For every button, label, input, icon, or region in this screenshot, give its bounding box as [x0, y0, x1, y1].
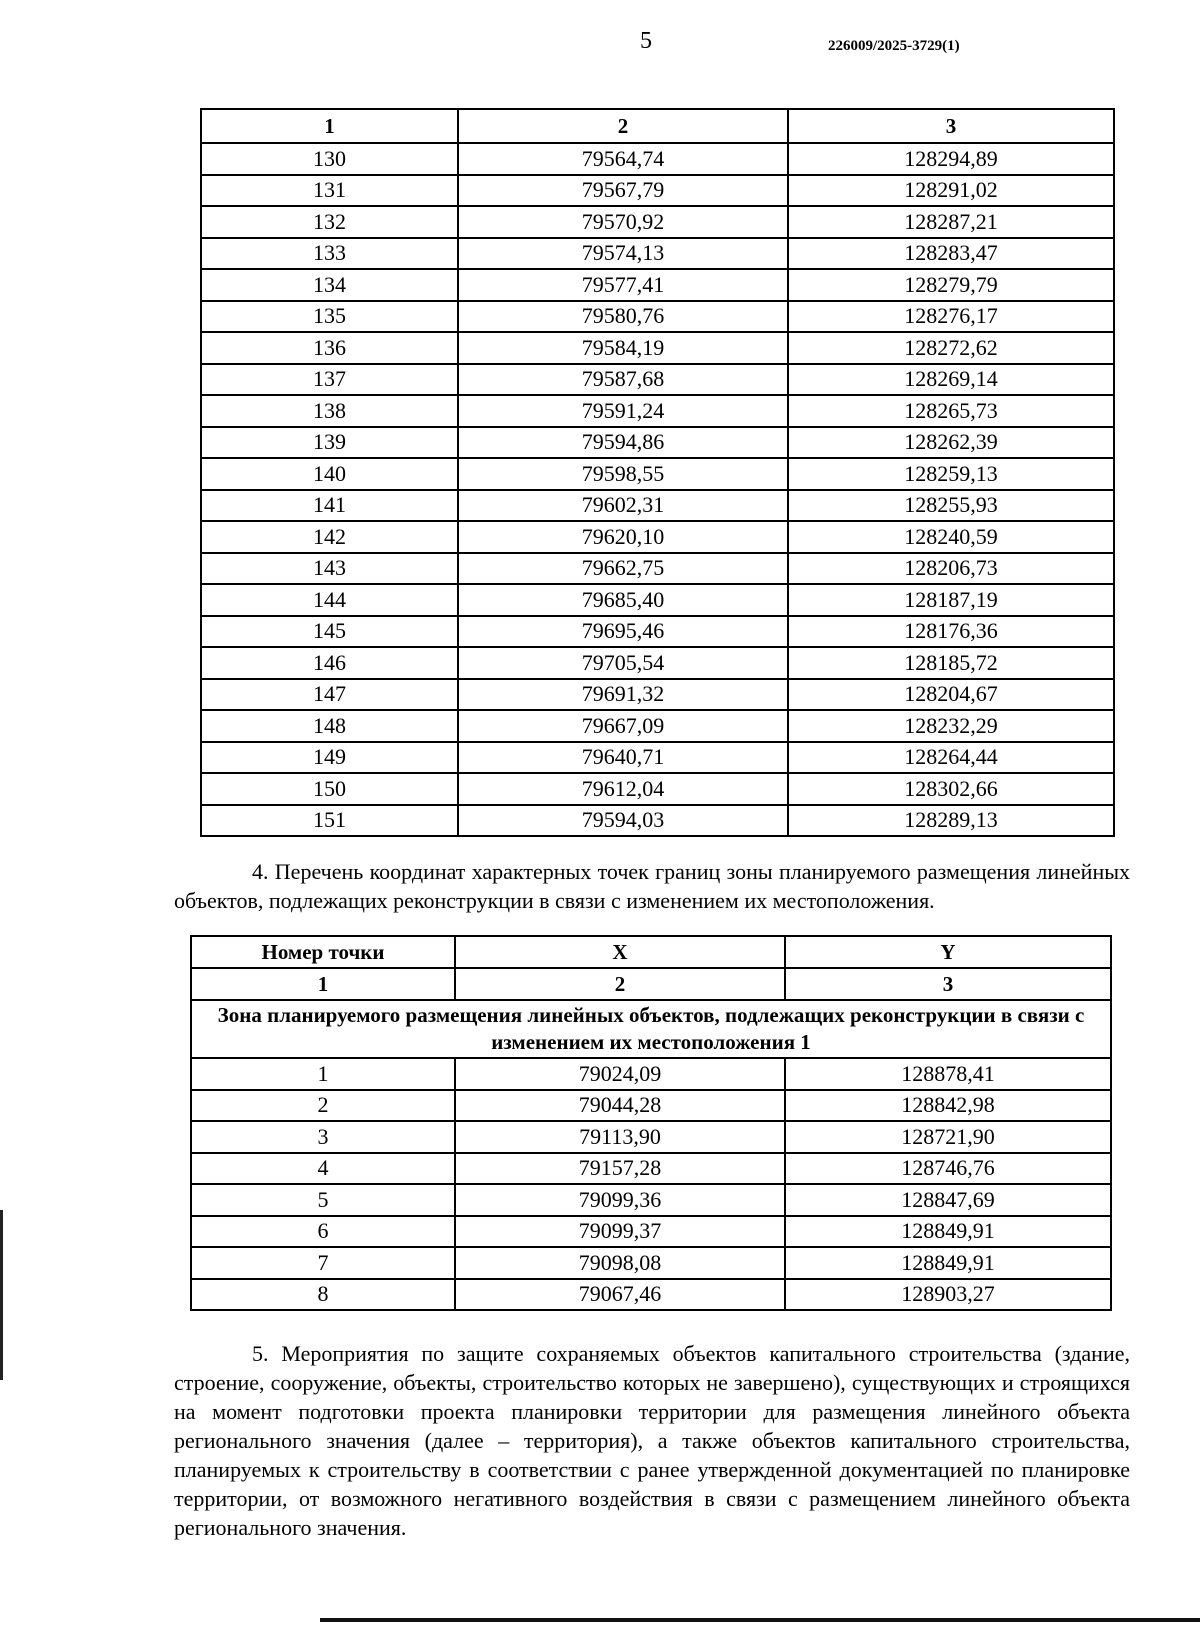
y-coordinate-cell: 128878,41	[785, 1058, 1111, 1090]
y-coordinate-cell: 128849,91	[785, 1247, 1111, 1279]
y-coordinate-cell: 128746,76	[785, 1153, 1111, 1185]
point-number-cell: 141	[201, 490, 458, 522]
table-row	[191, 1247, 1111, 1279]
x-coordinate-cell: 79591,24	[458, 395, 788, 427]
x-coordinate-cell: 79574,13	[458, 238, 788, 270]
x-coordinate-cell: 79099,37	[455, 1216, 785, 1248]
x-coordinate-cell: 79024,09	[455, 1058, 785, 1090]
x-coordinate-cell: 79685,40	[458, 584, 788, 616]
point-number-cell: 134	[201, 269, 458, 301]
table-row	[201, 175, 1114, 207]
y-coordinate-cell: 128259,13	[788, 458, 1114, 490]
y-coordinate-cell: 128204,67	[788, 679, 1114, 711]
table-row	[201, 269, 1114, 301]
table-row	[201, 332, 1114, 364]
y-coordinate-cell: 128279,79	[788, 269, 1114, 301]
column-header-x: X	[455, 936, 785, 968]
point-number-cell: 151	[201, 805, 458, 837]
table-row	[201, 301, 1114, 333]
table-row	[201, 773, 1114, 805]
y-coordinate-cell: 128289,13	[788, 805, 1114, 837]
y-coordinate-cell: 128903,27	[785, 1279, 1111, 1311]
x-coordinate-cell: 79667,09	[458, 710, 788, 742]
coordinates-table-2	[190, 935, 1112, 1311]
point-number-cell: 139	[201, 427, 458, 459]
table-row	[201, 710, 1114, 742]
y-coordinate-cell: 128255,93	[788, 490, 1114, 522]
y-coordinate-cell: 128262,39	[788, 427, 1114, 459]
section-5-paragraph: 5. Мероприятия по защите сохраняемых объектов капитального строительства (здание, строение, сооружение, объекты, строительство которых не завершено), существующих и строящихся на момент подготовки проекта планировки территории для размещения линейного объекта регионального значения (далее – территория), а также объектов капитального строительства, планируемых к строительству в соответствии с ранее утвержденной документацией по планировке территории, от возможного негативного воздействия в связи с размещением линейного объекта регионального значения.	[174, 1341, 1130, 1540]
table-row	[191, 1121, 1111, 1153]
table-row	[191, 1090, 1111, 1122]
y-coordinate-cell: 128294,89	[788, 143, 1114, 175]
x-coordinate-cell: 79662,75	[458, 553, 788, 585]
column-header: 3	[788, 109, 1114, 143]
table-row	[201, 584, 1114, 616]
table-row	[201, 206, 1114, 238]
x-coordinate-cell: 79584,19	[458, 332, 788, 364]
y-coordinate-cell: 128283,47	[788, 238, 1114, 270]
y-coordinate-cell: 128721,90	[785, 1121, 1111, 1153]
x-coordinate-cell: 79098,08	[455, 1247, 785, 1279]
point-number-cell: 137	[201, 364, 458, 396]
x-coordinate-cell: 79695,46	[458, 616, 788, 648]
point-number-cell: 145	[201, 616, 458, 648]
point-number-cell: 4	[191, 1153, 455, 1185]
x-coordinate-cell: 79602,31	[458, 490, 788, 522]
y-coordinate-cell: 128276,17	[788, 301, 1114, 333]
table-row	[201, 238, 1114, 270]
table-header-row	[191, 936, 1111, 968]
point-number-cell: 8	[191, 1279, 455, 1311]
column-header: 2	[458, 109, 788, 143]
point-number-cell: 147	[201, 679, 458, 711]
point-number-cell: 142	[201, 521, 458, 553]
point-number-cell: 132	[201, 206, 458, 238]
table-row	[201, 427, 1114, 459]
point-number-cell: 146	[201, 647, 458, 679]
table-row	[201, 143, 1114, 175]
y-coordinate-cell: 128291,02	[788, 175, 1114, 207]
y-coordinate-cell: 128272,62	[788, 332, 1114, 364]
column-header-point-number: Номер точки	[191, 936, 455, 968]
table-row	[201, 742, 1114, 774]
point-number-cell: 136	[201, 332, 458, 364]
point-number-cell: 5	[191, 1184, 455, 1216]
column-index: 3	[785, 968, 1111, 1000]
table-row	[191, 1216, 1111, 1248]
point-number-cell: 149	[201, 742, 458, 774]
point-number-cell: 135	[201, 301, 458, 333]
y-coordinate-cell: 128269,14	[788, 364, 1114, 396]
point-number-cell: 7	[191, 1247, 455, 1279]
x-coordinate-cell: 79570,92	[458, 206, 788, 238]
x-coordinate-cell: 79577,41	[458, 269, 788, 301]
section-4-paragraph: 4. Перечень координат характерных точек границ зоны планируемого размещения линейных объектов, подлежащих реконструкции в связи с изменением их местоположения.	[174, 859, 1130, 913]
y-coordinate-cell: 128240,59	[788, 521, 1114, 553]
x-coordinate-cell: 79564,74	[458, 143, 788, 175]
zone-title: Зона планируемого размещения линейных объектов, подлежащих реконструкции в связи с изменением их местоположения 1	[191, 1000, 1111, 1058]
y-coordinate-cell: 128849,91	[785, 1216, 1111, 1248]
y-coordinate-cell: 128287,21	[788, 206, 1114, 238]
point-number-cell: 2	[191, 1090, 455, 1122]
x-coordinate-cell: 79567,79	[458, 175, 788, 207]
table-row	[191, 1153, 1111, 1185]
x-coordinate-cell: 79705,54	[458, 647, 788, 679]
x-coordinate-cell: 79580,76	[458, 301, 788, 333]
table-row	[201, 647, 1114, 679]
point-number-cell: 143	[201, 553, 458, 585]
x-coordinate-cell: 79067,46	[455, 1279, 785, 1311]
y-coordinate-cell: 128847,69	[785, 1184, 1111, 1216]
table-row	[201, 679, 1114, 711]
x-coordinate-cell: 79691,32	[458, 679, 788, 711]
x-coordinate-cell: 79113,90	[455, 1121, 785, 1153]
y-coordinate-cell: 128265,73	[788, 395, 1114, 427]
table-header-row	[201, 109, 1114, 143]
zone-title-row	[191, 1000, 1111, 1058]
column-header: 1	[201, 109, 458, 143]
x-coordinate-cell: 79157,28	[455, 1153, 785, 1185]
column-header-y: Y	[785, 936, 1111, 968]
point-number-cell: 150	[201, 773, 458, 805]
x-coordinate-cell: 79612,04	[458, 773, 788, 805]
point-number-cell: 131	[201, 175, 458, 207]
point-number-cell: 148	[201, 710, 458, 742]
x-coordinate-cell: 79620,10	[458, 521, 788, 553]
x-coordinate-cell: 79598,55	[458, 458, 788, 490]
table-row	[201, 616, 1114, 648]
point-number-cell: 130	[201, 143, 458, 175]
table-row	[201, 458, 1114, 490]
table-row	[201, 364, 1114, 396]
table-row	[191, 1184, 1111, 1216]
column-index: 2	[455, 968, 785, 1000]
y-coordinate-cell: 128187,19	[788, 584, 1114, 616]
table-row	[201, 553, 1114, 585]
page-number: 5	[640, 28, 652, 54]
x-coordinate-cell: 79594,03	[458, 805, 788, 837]
x-coordinate-cell: 79099,36	[455, 1184, 785, 1216]
y-coordinate-cell: 128264,44	[788, 742, 1114, 774]
point-number-cell: 1	[191, 1058, 455, 1090]
table-row	[191, 1058, 1111, 1090]
table-row	[201, 521, 1114, 553]
table-row	[201, 395, 1114, 427]
y-coordinate-cell: 128302,66	[788, 773, 1114, 805]
y-coordinate-cell: 128232,29	[788, 710, 1114, 742]
coordinates-table-1	[200, 108, 1115, 837]
y-coordinate-cell: 128206,73	[788, 553, 1114, 585]
x-coordinate-cell: 79587,68	[458, 364, 788, 396]
column-index: 1	[191, 968, 455, 1000]
table-row	[191, 1279, 1111, 1311]
point-number-cell: 6	[191, 1216, 455, 1248]
point-number-cell: 133	[201, 238, 458, 270]
point-number-cell: 140	[201, 458, 458, 490]
table-row	[201, 805, 1114, 837]
x-coordinate-cell: 79640,71	[458, 742, 788, 774]
point-number-cell: 144	[201, 584, 458, 616]
y-coordinate-cell: 128185,72	[788, 647, 1114, 679]
x-coordinate-cell: 79594,86	[458, 427, 788, 459]
point-number-cell: 138	[201, 395, 458, 427]
x-coordinate-cell: 79044,28	[455, 1090, 785, 1122]
scan-bottom-line	[320, 1618, 1200, 1622]
table-index-row	[191, 968, 1111, 1000]
y-coordinate-cell: 128842,98	[785, 1090, 1111, 1122]
point-number-cell: 3	[191, 1121, 455, 1153]
scan-edge-mark	[0, 1210, 3, 1380]
y-coordinate-cell: 128176,36	[788, 616, 1114, 648]
table-row	[201, 490, 1114, 522]
document-reference: 226009/2025-3729(1)	[828, 38, 960, 54]
